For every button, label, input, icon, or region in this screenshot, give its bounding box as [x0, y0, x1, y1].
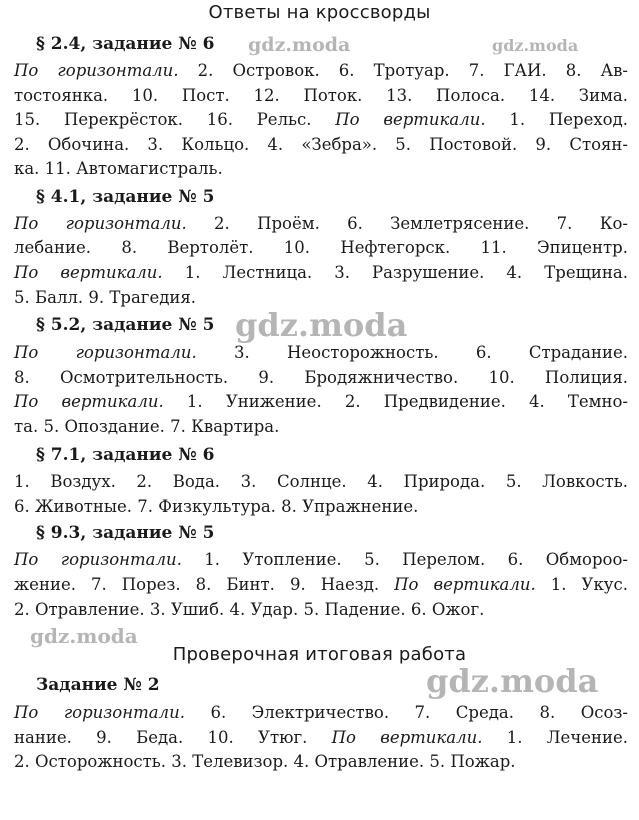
text-line: По горизонтали. 1. Утопление. 5. Перелом. 6. Обмороо- — [14, 550, 628, 569]
watermark: gdz.moda — [235, 306, 408, 344]
section-header: § 5.2, задание № 5 — [36, 315, 215, 335]
text-line: нание. 9. Беда. 10. Утюг. По вертикали. 1. Лечение. — [14, 728, 628, 747]
text-line: 2. Обочина. 3. Кольцо. 4. «Зебра». 5. Постовой. 9. Стоян- — [14, 135, 628, 154]
text-line: лебание. 8. Вертолёт. 10. Нефтегорск. 11. Эпицентр. — [14, 238, 628, 257]
section-header: § 2.4, задание № 6 — [36, 34, 215, 54]
text-line: По вертикали. 1. Унижение. 2. Предвидение. 4. Темно- — [14, 392, 629, 411]
text-line: 8. Осмотрительность. 9. Бродяжничество. 10. Полиция. — [14, 368, 628, 387]
watermark: gdz.moda — [30, 624, 138, 648]
text-line: 1. Воздух. 2. Вода. 3. Солнце. 4. Природа. 5. Ловкость. — [14, 472, 628, 491]
text-line: та. 5. Опоздание. 7. Квартира. — [14, 417, 280, 436]
text-line: 15. Перекрёсток. 16. Рельс. По вертикали. 1. Переход. — [14, 110, 628, 129]
section-header: Задание № 2 — [36, 675, 160, 695]
test-heading: Проверочная итоговая работа — [172, 644, 467, 665]
text-line: По горизонтали. 2. Проём. 6. Землетрясение. 7. Ко- — [14, 214, 628, 233]
section-header: § 9.3, задание № 5 — [36, 523, 215, 543]
text-line: 2. Отравление. 3. Ушиб. 4. Удар. 5. Падение. 6. Ожог. — [14, 600, 485, 619]
text-line: 6. Животные. 7. Физкультура. 8. Упражнение. — [14, 497, 419, 516]
text-line: По горизонтали. 6. Электричество. 7. Среда. 8. Осоз- — [14, 703, 628, 722]
text-line: По горизонтали. 3. Неосторожность. 6. Страдание. — [14, 343, 628, 362]
text-line: 2. Осторожность. 3. Телевизор. 4. Отравление. 5. Пожар. — [14, 752, 516, 771]
text-line: ка. 11. Автомагистраль. — [14, 159, 223, 178]
text-line: тостоянка. 10. Пост. 12. Поток. 13. Полоса. 14. Зима. — [14, 86, 628, 105]
watermark: gdz.moda — [426, 662, 599, 700]
page-heading: Ответы на кроссворды — [208, 2, 431, 23]
section-header: § 4.1, задание № 5 — [36, 187, 215, 207]
text-line: По вертикали. 1. Лестница. 3. Разрушение. 4. Трещина. — [14, 263, 628, 282]
text-line: По горизонтали. 2. Островок. 6. Тротуар. 7. ГАИ. 8. Ав- — [14, 61, 628, 80]
text-line: жение. 7. Порез. 8. Бинт. 9. Наезд. По вертикали. 1. Укус. — [14, 575, 628, 594]
text-line: 5. Балл. 9. Трагедия. — [14, 288, 197, 307]
watermark: gdz.moda — [248, 34, 351, 56]
watermark: gdz.moda — [492, 36, 579, 55]
section-header: § 7.1, задание № 6 — [36, 445, 215, 465]
